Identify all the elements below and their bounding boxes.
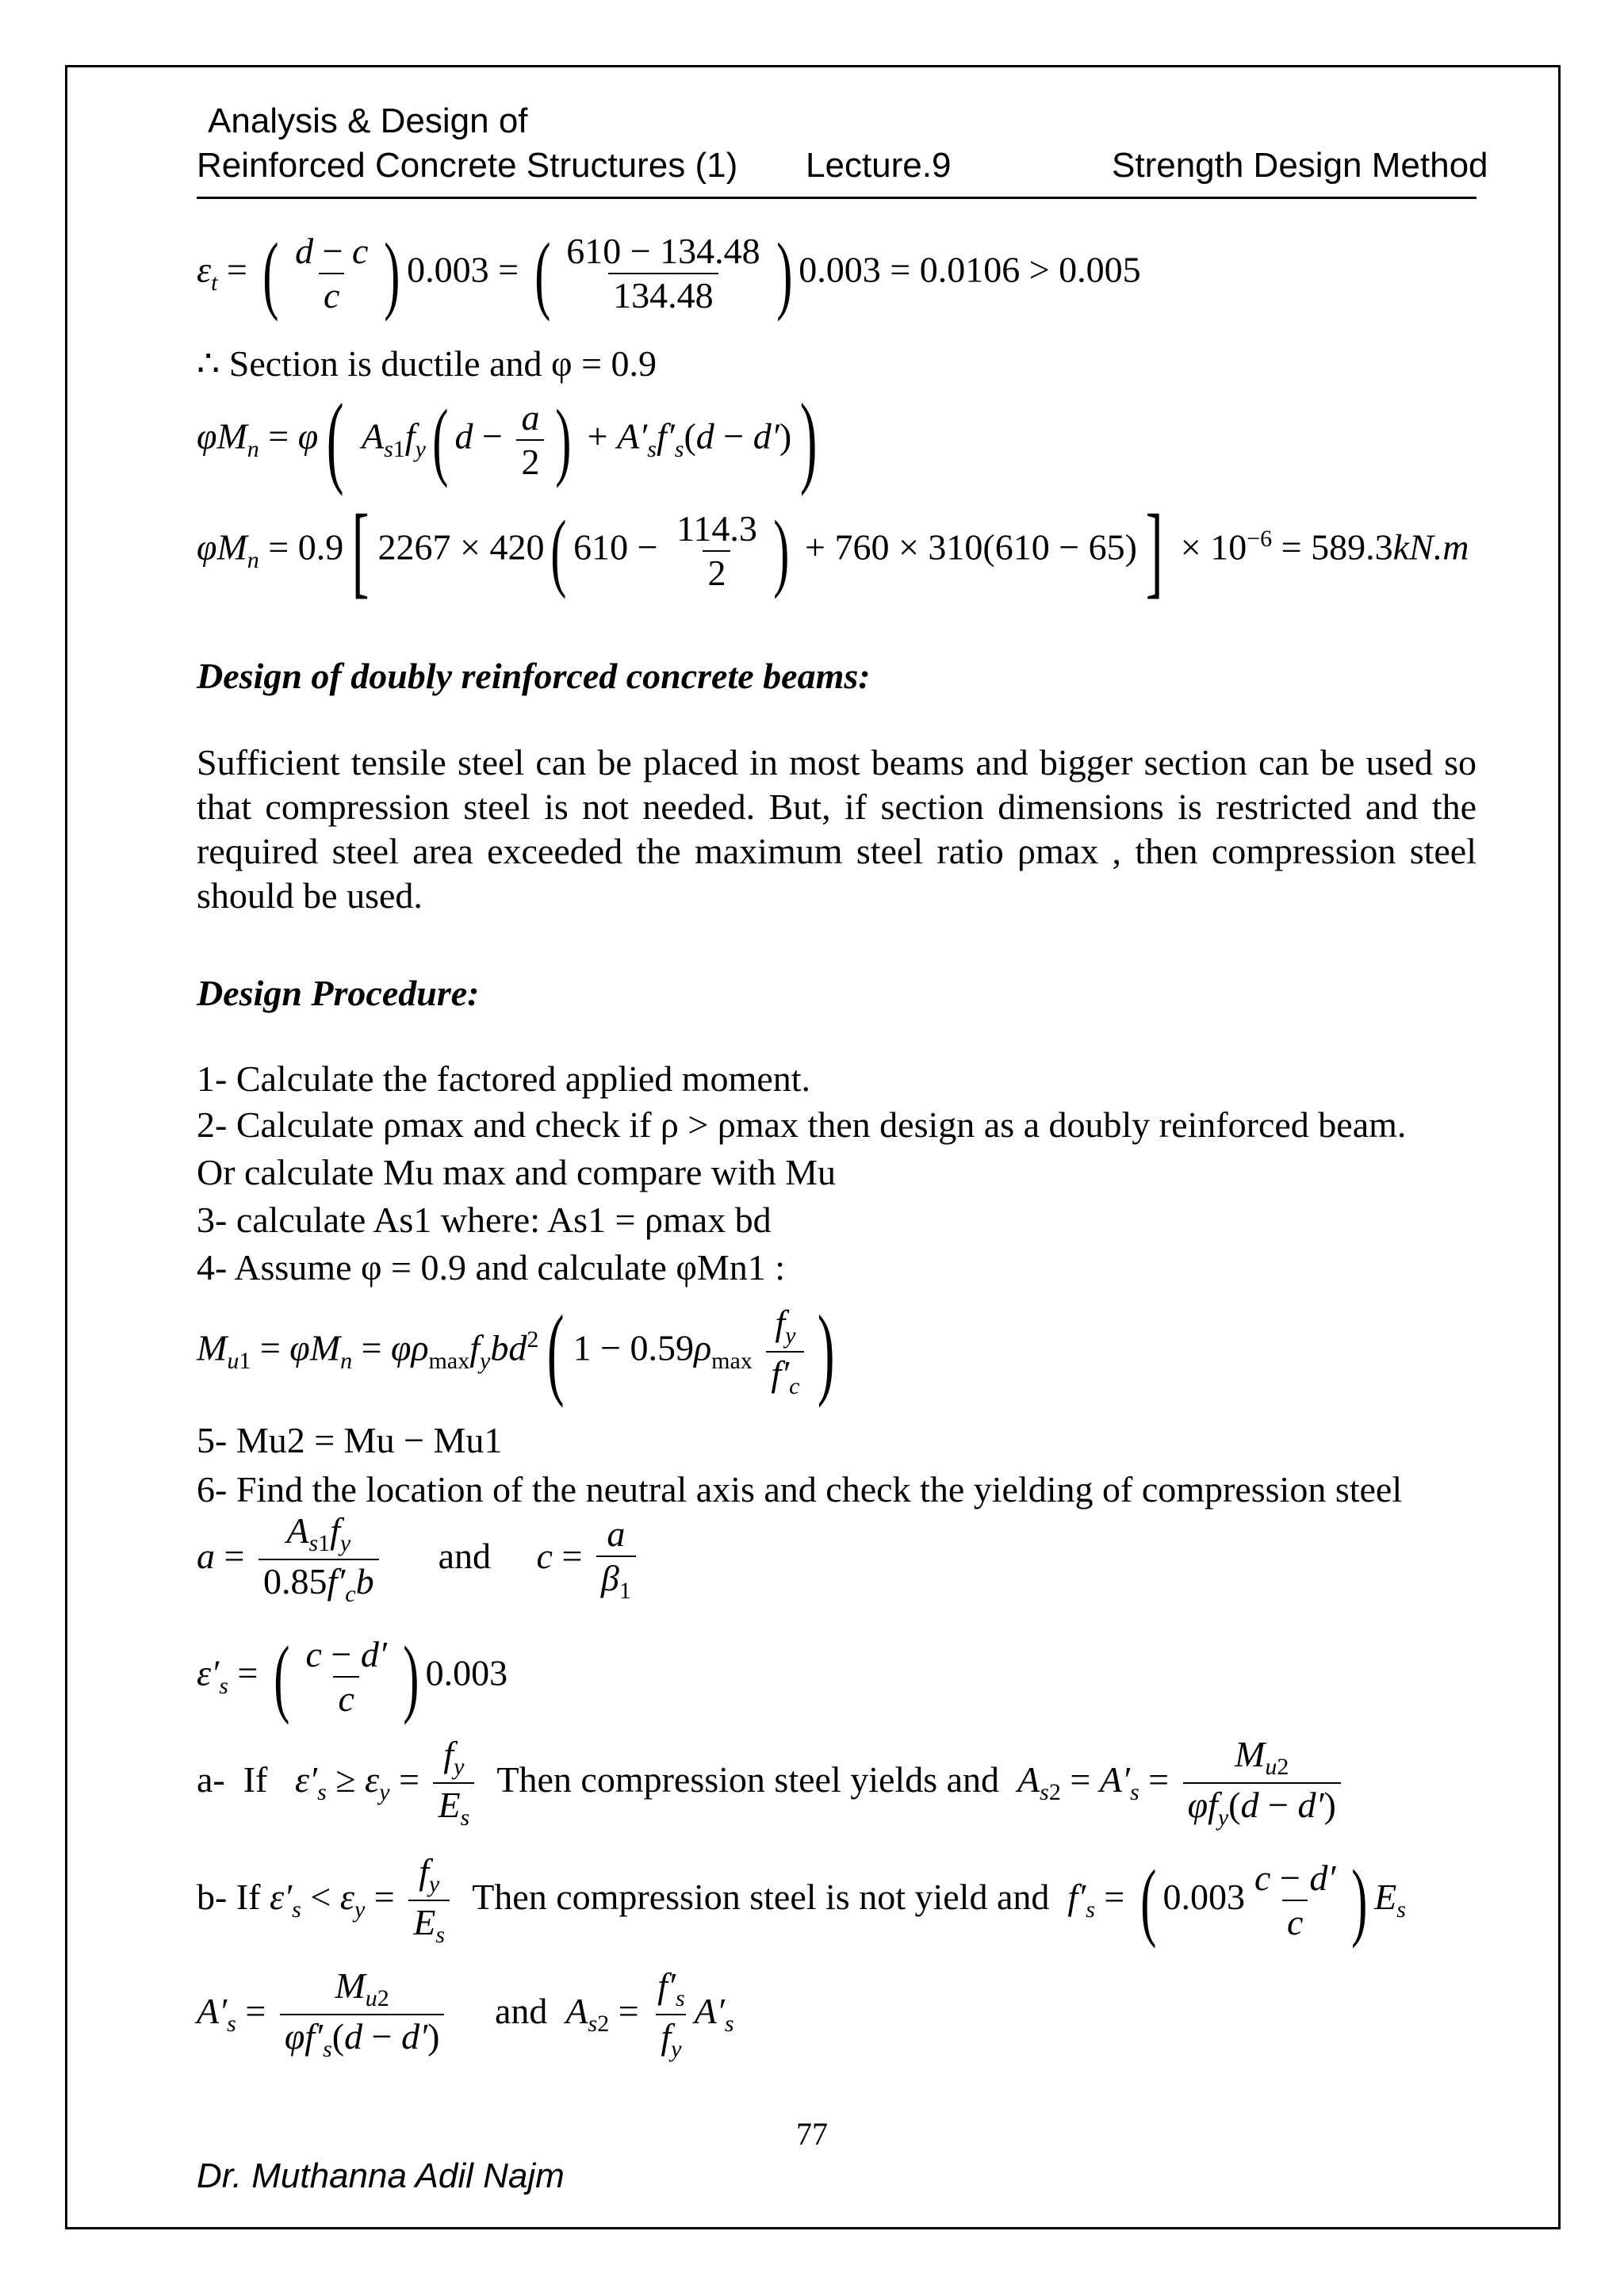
section-heading-procedure: Design Procedure: [197, 973, 480, 1013]
step-4-equation: $M_{u1} = \varphi M_n = \varphi\rho_{max}f_ybd^2$( $1 - 0.59\rho_{max}$ $\frac{f_y}{f'_c}$ ) [197, 1295, 835, 1409]
moment-formula: $\varphi M_n = \varphi$( $A_{s1}f_y$( d − $\frac{a}{2}$ ) + $A'_sf'_s(d - d')$) [197, 383, 818, 497]
step-2: 2- Calculate ρmax and check if ρ > ρmax then design as a doubly reinforced beam. [197, 1104, 1407, 1145]
header-course-line1: Analysis & Design of [208, 101, 528, 140]
page-number: 77 [796, 2116, 828, 2152]
ductile-statement: ∴ Section is ductile and φ = 0.9 [197, 343, 657, 384]
author-name: Dr. Muthanna Adil Najm [197, 2156, 565, 2195]
step-5: 5- Mu2 = Mu − Mu1 [197, 1420, 503, 1460]
strain-equation: $\varepsilon_t$ = ( $\frac{d - c}{c}$ ) 0.003 = ( $\frac{610 - 134.48}{134.48}$ ) 0.003 = 0.0106 > 0.005 [197, 225, 1141, 322]
header-lecture: Lecture.9 [806, 146, 952, 185]
case-b: b- If $\varepsilon'_s < \varepsilon_y$ = $\frac{f_y}{E_s}$ Then compression steel is not yield and $f'_s$ = ( 0.003 $\frac{c - d'}{c}$ ) $E_s$ [197, 1851, 1406, 1950]
step-6: 6- Find the location of the neutral axis and check the yielding of compression steel [197, 1469, 1403, 1510]
neutral-axis-equations: a = $\frac{A_{s1}f_y}{0.85f'_cb}$ and c = $\frac{a}{\beta_1}$ [197, 1513, 641, 1606]
header-rule [197, 197, 1477, 199]
case-a: a- If $\varepsilon'_s \ge \varepsilon_y$ = $\frac{f_y}{E_s}$ Then compression steel yields and $A_{s2} = A'_s$ = $\frac{M_{u2}}{\varphi f_y(d - d')}$ [197, 1736, 1346, 1830]
step-3: 3- calculate As1 where: As1 = ρmax bd [197, 1200, 772, 1240]
step-4: 4- Assume φ = 0.9 and calculate φMn1 : [197, 1247, 786, 1288]
case-b-equations: $A'_s$ = $\frac{M_{u2}}{\varphi f'_s(d - d')}$ and $A_{s2}$ = $\frac{f'_s}{f_y}$ $A'_s$ [197, 1965, 734, 2063]
step-2-alt: Or calculate Mu max and compare with Mu [197, 1152, 837, 1192]
header-topic: Strength Design Method [1112, 146, 1488, 185]
step-1: 1- Calculate the factored applied moment. [197, 1058, 811, 1099]
moment-value: $\varphi M_n = 0.9$[ 2267 × 420( 610 − $\frac{114.3}{2}$ ) + $760 \times 310(610 - 65)] \times 10^{-6} = 589.3kN.m$ [197, 494, 1469, 608]
compression-strain-equation: $\varepsilon'_s$ = ( $\frac{c - d'}{c}$ ) 0.003 [197, 1628, 508, 1725]
header-course-line2: Reinforced Concrete Structures (1) [197, 146, 738, 185]
intro-paragraph: Sufficient tensile steel can be placed in most beams and bigger section can be used so that compression steel is not needed. But, if section dimensions is restricted and the required steel area exceeded the maximum steel ratio ρmax , then compression steel should be used. [197, 742, 1477, 916]
section-heading-design: Design of doubly reinforced concrete beams: [197, 656, 871, 696]
